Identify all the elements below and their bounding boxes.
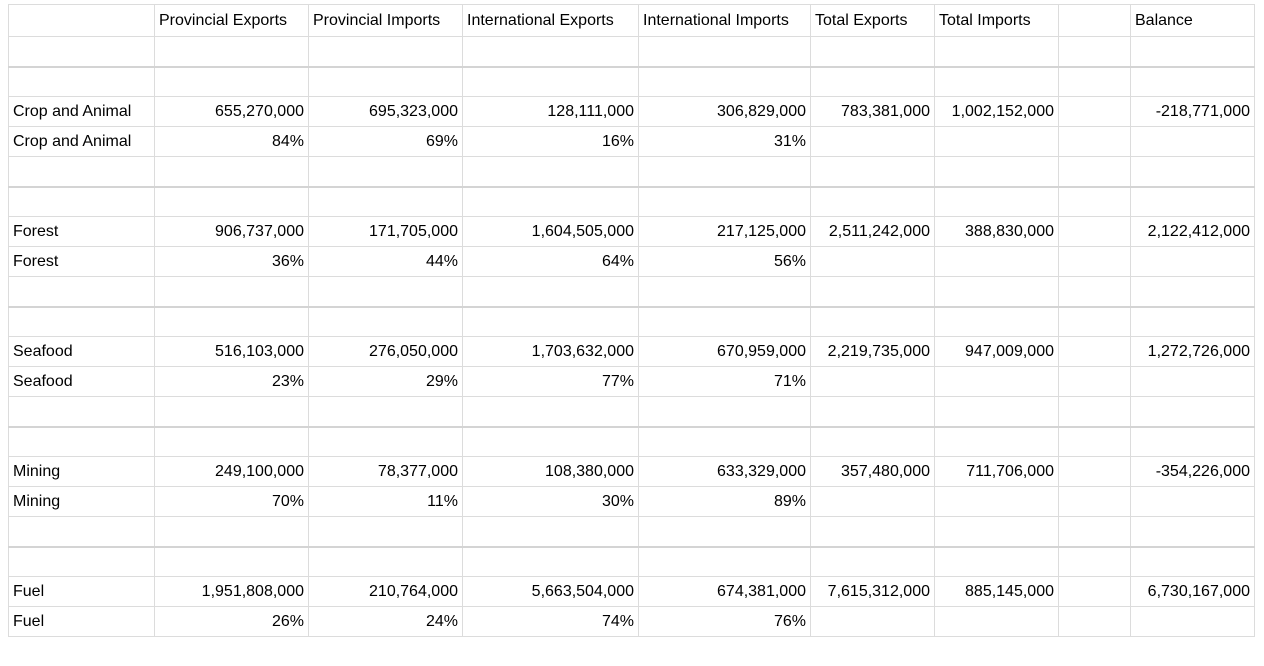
value-cell[interactable]: 674,381,000 xyxy=(639,577,811,607)
value-cell[interactable]: 670,959,000 xyxy=(639,337,811,367)
percent-cell[interactable]: 24% xyxy=(309,607,463,637)
empty-cell[interactable] xyxy=(309,547,463,577)
value-cell[interactable]: 128,111,000 xyxy=(463,97,639,127)
empty-cell[interactable] xyxy=(463,277,639,307)
empty-cell[interactable] xyxy=(155,397,309,427)
value-cell[interactable]: 695,323,000 xyxy=(309,97,463,127)
empty-cell[interactable] xyxy=(811,517,935,547)
empty-cell[interactable] xyxy=(155,307,309,337)
column-header[interactable]: Total Imports xyxy=(935,5,1059,37)
percent-cell[interactable]: 56% xyxy=(639,247,811,277)
empty-cell[interactable] xyxy=(463,397,639,427)
percent-cell[interactable]: 76% xyxy=(639,607,811,637)
empty-cell[interactable] xyxy=(463,427,639,457)
value-row xyxy=(9,577,1255,607)
value-cell[interactable] xyxy=(1059,457,1131,487)
empty-cell[interactable] xyxy=(811,187,935,217)
empty-cell[interactable] xyxy=(639,517,811,547)
value-cell[interactable]: 2,511,242,000 xyxy=(811,217,935,247)
empty-cell[interactable] xyxy=(155,277,309,307)
value-cell[interactable]: 947,009,000 xyxy=(935,337,1059,367)
percent-cell[interactable]: 84% xyxy=(155,127,309,157)
percent-cell[interactable]: 89% xyxy=(639,487,811,517)
value-cell[interactable] xyxy=(1059,217,1131,247)
empty-cell[interactable] xyxy=(309,307,463,337)
empty-cell[interactable] xyxy=(811,397,935,427)
row-label[interactable]: Fuel xyxy=(9,607,155,637)
sheet-body xyxy=(9,5,1255,637)
row-label[interactable]: Seafood xyxy=(9,337,155,367)
empty-cell[interactable] xyxy=(9,187,155,217)
empty-cell[interactable] xyxy=(1059,397,1131,427)
empty-row xyxy=(9,427,1255,457)
empty-cell[interactable] xyxy=(309,37,463,67)
percent-row xyxy=(9,607,1255,637)
percent-row xyxy=(9,127,1255,157)
row-label[interactable]: Crop and Animal xyxy=(9,97,155,127)
column-header[interactable] xyxy=(9,5,155,37)
empty-cell[interactable] xyxy=(811,37,935,67)
percent-cell[interactable]: 44% xyxy=(309,247,463,277)
empty-row xyxy=(9,157,1255,187)
value-cell[interactable]: 210,764,000 xyxy=(309,577,463,607)
empty-cell[interactable] xyxy=(935,277,1059,307)
value-cell[interactable]: 7,615,312,000 xyxy=(811,577,935,607)
empty-cell[interactable] xyxy=(1059,277,1131,307)
empty-cell[interactable] xyxy=(463,37,639,67)
value-cell[interactable]: 783,381,000 xyxy=(811,97,935,127)
empty-cell[interactable] xyxy=(935,547,1059,577)
empty-cell[interactable] xyxy=(639,67,811,97)
row-label[interactable]: Forest xyxy=(9,247,155,277)
column-header[interactable]: Balance xyxy=(1131,5,1255,37)
percent-cell[interactable]: 70% xyxy=(155,487,309,517)
empty-cell[interactable] xyxy=(1131,67,1255,97)
value-row xyxy=(9,457,1255,487)
value-cell[interactable]: 885,145,000 xyxy=(935,577,1059,607)
value-cell[interactable]: 655,270,000 xyxy=(155,97,309,127)
empty-cell[interactable] xyxy=(1059,187,1131,217)
percent-cell[interactable]: 23% xyxy=(155,367,309,397)
percent-cell[interactable] xyxy=(1059,247,1131,277)
empty-cell[interactable] xyxy=(1131,547,1255,577)
empty-cell[interactable] xyxy=(463,307,639,337)
empty-row xyxy=(9,37,1255,67)
empty-cell[interactable] xyxy=(811,427,935,457)
empty-cell[interactable] xyxy=(1131,157,1255,187)
value-cell[interactable]: 516,103,000 xyxy=(155,337,309,367)
empty-cell[interactable] xyxy=(309,427,463,457)
percent-cell[interactable] xyxy=(811,127,935,157)
value-cell[interactable] xyxy=(1059,97,1131,127)
empty-cell[interactable] xyxy=(9,37,155,67)
empty-cell[interactable] xyxy=(1131,517,1255,547)
value-cell[interactable]: 1,703,632,000 xyxy=(463,337,639,367)
empty-cell[interactable] xyxy=(9,397,155,427)
percent-cell[interactable] xyxy=(811,607,935,637)
column-header[interactable]: Total Exports xyxy=(811,5,935,37)
percent-cell[interactable] xyxy=(811,367,935,397)
value-cell[interactable]: 357,480,000 xyxy=(811,457,935,487)
row-label[interactable]: Mining xyxy=(9,457,155,487)
percent-cell[interactable] xyxy=(1131,127,1255,157)
percent-cell[interactable] xyxy=(935,487,1059,517)
empty-cell[interactable] xyxy=(309,277,463,307)
empty-cell[interactable] xyxy=(1131,277,1255,307)
empty-cell[interactable] xyxy=(639,427,811,457)
value-row xyxy=(9,97,1255,127)
value-cell[interactable]: 1,604,505,000 xyxy=(463,217,639,247)
value-cell[interactable]: 2,219,735,000 xyxy=(811,337,935,367)
empty-cell[interactable] xyxy=(639,157,811,187)
percent-cell[interactable]: 77% xyxy=(463,367,639,397)
empty-cell[interactable] xyxy=(463,547,639,577)
empty-cell[interactable] xyxy=(935,37,1059,67)
empty-cell[interactable] xyxy=(309,517,463,547)
percent-cell[interactable]: 30% xyxy=(463,487,639,517)
empty-cell[interactable] xyxy=(155,37,309,67)
column-header[interactable]: International Imports xyxy=(639,5,811,37)
value-cell[interactable]: -354,226,000 xyxy=(1131,457,1255,487)
empty-cell[interactable] xyxy=(155,517,309,547)
empty-cell[interactable] xyxy=(935,397,1059,427)
value-cell[interactable]: 633,329,000 xyxy=(639,457,811,487)
value-cell[interactable] xyxy=(1059,337,1131,367)
value-cell[interactable]: 388,830,000 xyxy=(935,217,1059,247)
empty-cell[interactable] xyxy=(155,547,309,577)
empty-cell[interactable] xyxy=(9,277,155,307)
value-row xyxy=(9,217,1255,247)
empty-cell[interactable] xyxy=(935,187,1059,217)
empty-cell[interactable] xyxy=(811,157,935,187)
percent-cell[interactable] xyxy=(935,127,1059,157)
value-cell[interactable]: 1,002,152,000 xyxy=(935,97,1059,127)
percent-row xyxy=(9,247,1255,277)
percent-cell[interactable] xyxy=(935,607,1059,637)
empty-row xyxy=(9,547,1255,577)
empty-cell[interactable] xyxy=(1131,307,1255,337)
empty-cell[interactable] xyxy=(309,397,463,427)
column-header[interactable]: Provincial Exports xyxy=(155,5,309,37)
empty-cell[interactable] xyxy=(155,67,309,97)
column-header[interactable]: Provincial Imports xyxy=(309,5,463,37)
percent-cell[interactable] xyxy=(1059,607,1131,637)
empty-cell[interactable] xyxy=(9,157,155,187)
empty-cell[interactable] xyxy=(1059,157,1131,187)
value-cell[interactable]: 171,705,000 xyxy=(309,217,463,247)
percent-cell[interactable] xyxy=(935,247,1059,277)
empty-cell[interactable] xyxy=(639,547,811,577)
empty-cell[interactable] xyxy=(155,187,309,217)
percent-cell[interactable] xyxy=(1131,607,1255,637)
empty-cell[interactable] xyxy=(935,427,1059,457)
row-label[interactable]: Mining xyxy=(9,487,155,517)
percent-cell[interactable]: 71% xyxy=(639,367,811,397)
percent-cell[interactable] xyxy=(1059,367,1131,397)
value-cell[interactable]: 249,100,000 xyxy=(155,457,309,487)
empty-cell[interactable] xyxy=(463,157,639,187)
row-label[interactable]: Fuel xyxy=(9,577,155,607)
empty-cell[interactable] xyxy=(639,187,811,217)
empty-cell[interactable] xyxy=(639,397,811,427)
empty-cell[interactable] xyxy=(9,307,155,337)
empty-cell[interactable] xyxy=(935,307,1059,337)
value-row xyxy=(9,337,1255,367)
row-label[interactable]: Seafood xyxy=(9,367,155,397)
header-row xyxy=(9,5,1255,37)
empty-cell[interactable] xyxy=(1131,187,1255,217)
empty-cell[interactable] xyxy=(9,517,155,547)
empty-cell[interactable] xyxy=(811,277,935,307)
empty-cell[interactable] xyxy=(309,187,463,217)
value-cell[interactable]: 906,737,000 xyxy=(155,217,309,247)
empty-row xyxy=(9,67,1255,97)
empty-cell[interactable] xyxy=(9,427,155,457)
empty-cell[interactable] xyxy=(1131,397,1255,427)
percent-cell[interactable]: 31% xyxy=(639,127,811,157)
percent-cell[interactable] xyxy=(1131,247,1255,277)
percent-row xyxy=(9,487,1255,517)
percent-cell[interactable]: 16% xyxy=(463,127,639,157)
percent-cell[interactable] xyxy=(1059,487,1131,517)
column-header[interactable]: International Exports xyxy=(463,5,639,37)
empty-cell[interactable] xyxy=(935,517,1059,547)
empty-row xyxy=(9,277,1255,307)
empty-cell[interactable] xyxy=(1059,307,1131,337)
value-cell[interactable]: 5,663,504,000 xyxy=(463,577,639,607)
value-cell[interactable] xyxy=(1059,577,1131,607)
percent-cell[interactable]: 36% xyxy=(155,247,309,277)
empty-cell[interactable] xyxy=(1059,37,1131,67)
value-cell[interactable]: 276,050,000 xyxy=(309,337,463,367)
percent-cell[interactable]: 69% xyxy=(309,127,463,157)
value-cell[interactable]: 1,951,808,000 xyxy=(155,577,309,607)
empty-cell[interactable] xyxy=(1059,547,1131,577)
empty-cell[interactable] xyxy=(463,67,639,97)
empty-cell[interactable] xyxy=(155,427,309,457)
percent-cell[interactable] xyxy=(1131,367,1255,397)
empty-cell[interactable] xyxy=(463,517,639,547)
percent-cell[interactable] xyxy=(811,487,935,517)
value-cell[interactable]: 711,706,000 xyxy=(935,457,1059,487)
percent-cell[interactable]: 64% xyxy=(463,247,639,277)
percent-cell[interactable] xyxy=(1131,487,1255,517)
empty-cell[interactable] xyxy=(935,157,1059,187)
percent-cell[interactable]: 29% xyxy=(309,367,463,397)
empty-cell[interactable] xyxy=(1059,67,1131,97)
empty-row xyxy=(9,517,1255,547)
value-cell[interactable]: 1,272,726,000 xyxy=(1131,337,1255,367)
empty-cell[interactable] xyxy=(639,307,811,337)
percent-cell[interactable]: 26% xyxy=(155,607,309,637)
value-cell[interactable]: 6,730,167,000 xyxy=(1131,577,1255,607)
percent-cell[interactable] xyxy=(935,367,1059,397)
empty-cell[interactable] xyxy=(9,67,155,97)
row-label[interactable]: Forest xyxy=(9,217,155,247)
empty-cell[interactable] xyxy=(1059,517,1131,547)
value-cell[interactable]: 2,122,412,000 xyxy=(1131,217,1255,247)
row-label[interactable]: Crop and Animal xyxy=(9,127,155,157)
empty-cell[interactable] xyxy=(155,157,309,187)
empty-row xyxy=(9,187,1255,217)
empty-cell[interactable] xyxy=(309,67,463,97)
percent-cell[interactable]: 74% xyxy=(463,607,639,637)
value-cell[interactable]: 78,377,000 xyxy=(309,457,463,487)
empty-cell[interactable] xyxy=(309,157,463,187)
column-header[interactable] xyxy=(1059,5,1131,37)
empty-row xyxy=(9,397,1255,427)
value-cell[interactable]: 306,829,000 xyxy=(639,97,811,127)
percent-row xyxy=(9,367,1255,397)
empty-cell[interactable] xyxy=(463,187,639,217)
empty-cell[interactable] xyxy=(1059,427,1131,457)
value-cell[interactable]: 217,125,000 xyxy=(639,217,811,247)
percent-cell[interactable] xyxy=(1059,127,1131,157)
value-cell[interactable]: -218,771,000 xyxy=(1131,97,1255,127)
percent-cell[interactable]: 11% xyxy=(309,487,463,517)
empty-cell[interactable] xyxy=(639,277,811,307)
value-cell[interactable]: 108,380,000 xyxy=(463,457,639,487)
empty-cell[interactable] xyxy=(1131,37,1255,67)
empty-cell[interactable] xyxy=(935,67,1059,97)
empty-cell[interactable] xyxy=(811,547,935,577)
empty-cell[interactable] xyxy=(9,547,155,577)
empty-cell[interactable] xyxy=(811,67,935,97)
percent-cell[interactable] xyxy=(811,247,935,277)
empty-cell[interactable] xyxy=(639,37,811,67)
spreadsheet-table xyxy=(8,4,1255,637)
empty-row xyxy=(9,307,1255,337)
empty-cell[interactable] xyxy=(1131,427,1255,457)
empty-cell[interactable] xyxy=(811,307,935,337)
